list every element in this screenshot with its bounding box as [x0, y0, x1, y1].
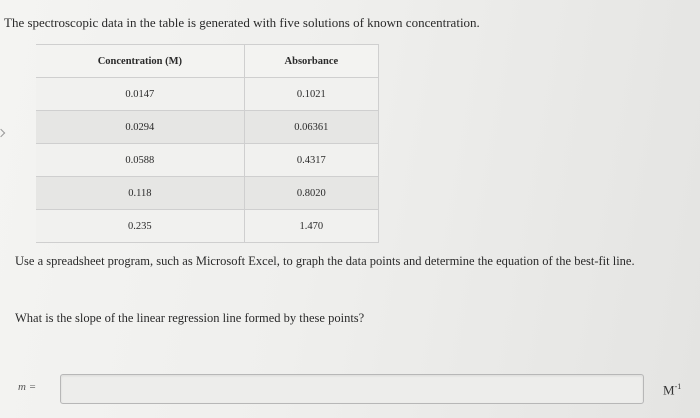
concentration-cell: 0.0588: [36, 144, 244, 177]
data-table: [36, 44, 379, 243]
table-row: [36, 111, 379, 144]
absorbance-cell: 1.470: [244, 210, 378, 243]
table-header-row: [36, 45, 379, 78]
table-row: [36, 144, 379, 177]
concentration-cell: 0.0147: [36, 78, 244, 111]
concentration-cell: 0.235: [36, 210, 244, 243]
concentration-cell: 0.0294: [36, 111, 244, 144]
concentration-cell: 0.118: [36, 177, 244, 210]
slope-unit: [663, 382, 681, 398]
absorbance-cell: 0.06361: [244, 111, 378, 144]
unit-exponent: -1: [674, 382, 682, 391]
table-row: [36, 78, 379, 111]
slope-label: m =: [18, 381, 37, 393]
slope-answer-input[interactable]: [60, 374, 644, 404]
absorbance-cell: 0.8020: [244, 177, 378, 210]
table-row: [36, 177, 379, 210]
absorbance-cell: 0.1021: [244, 78, 378, 111]
intro-text: The spectroscopic data in the table is generated with five solutions of known concentration.: [4, 15, 480, 30]
instruction-text: Use a spreadsheet program, such as Microsoft Excel, to graph the data points and determine the equation of the best-fit line.: [15, 254, 635, 268]
question-text: What is the slope of the linear regression line formed by these points?: [15, 311, 365, 325]
edge-chevron: [0, 129, 5, 137]
column-header-absorbance: Absorbance: [244, 45, 378, 78]
column-header-concentration: Concentration (M): [36, 45, 244, 78]
table-row: [36, 210, 379, 243]
unit-base: M: [663, 382, 675, 398]
absorbance-cell: 0.4317: [244, 144, 378, 177]
